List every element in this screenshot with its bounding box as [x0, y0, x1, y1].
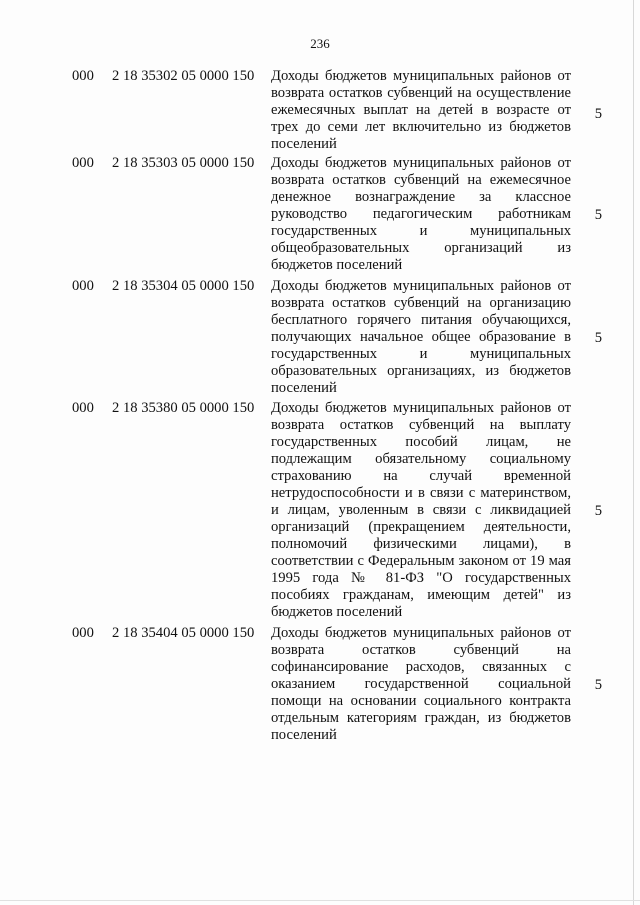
income-description: Доходы бюджетов муниципальных районов от возврата остатков субвенций на выплату государственных пособий лицам, не подлежащим обязательному социальному страхованию на случай временной нетрудоспособности и в связи с материнством, и лицам, уволенным в связи с ликвидацией организаций (прекращением деятельности, полномочий физическими лицами), в соответствии с Федеральным законом от 19 мая 1995 года № 81-ФЗ "О государственных пособиях гражданам, имеющим детей" из бюджетов поселений [271, 400, 571, 620]
income-description: Доходы бюджетов муниципальных районов от возврата остатков субвенций на софинансирование расходов, связанных с оказанием государственной социальной помощи на основании социального контракта отдельным категориям граждан, из бюджетов поселений [271, 625, 571, 743]
admin-code: 000 [72, 155, 94, 171]
budget-code: 2 18 35302 05 0000 150 [112, 68, 255, 84]
budget-code: 2 18 35304 05 0000 150 [112, 278, 255, 294]
table-row [72, 278, 612, 398]
amount-value: 5 [594, 677, 602, 693]
income-description: Доходы бюджетов муниципальных районов от возврата остатков субвенций на осуществление ежемесячных выплат на детей в возрасте от трех до семи лет включительно из бюджетов поселений [271, 68, 571, 152]
budget-code: 2 18 35380 05 0000 150 [112, 400, 255, 416]
table-row [72, 625, 612, 745]
income-description: Доходы бюджетов муниципальных районов от возврата остатков субвенций на организацию бесплатного горячего питания обучающихся, получающих начальное общее образование в государственных и муниципальных образовательных организациях, из бюджетов поселений [271, 278, 571, 396]
table-row [72, 68, 612, 153]
budget-code: 2 18 35303 05 0000 150 [112, 155, 255, 171]
page-number: 236 [310, 36, 330, 51]
admin-code: 000 [72, 278, 94, 294]
admin-code: 000 [72, 68, 94, 84]
admin-code: 000 [72, 625, 94, 641]
budget-code: 2 18 35404 05 0000 150 [112, 625, 255, 641]
scan-bottom-edge [0, 900, 640, 901]
table-row [72, 155, 612, 275]
amount-value: 5 [594, 503, 602, 519]
table-row [72, 400, 612, 622]
income-description: Доходы бюджетов муниципальных районов от возврата остатков субвенций на ежемесячное денежное вознаграждение за классное руководство педагогическим работникам государственных и муниципальных общеобразовательных организаций из бюджетов поселений [271, 155, 571, 273]
admin-code: 000 [72, 400, 94, 416]
amount-value: 5 [594, 207, 602, 223]
amount-value: 5 [594, 106, 602, 122]
scan-edge [633, 0, 634, 905]
amount-value: 5 [594, 330, 602, 346]
